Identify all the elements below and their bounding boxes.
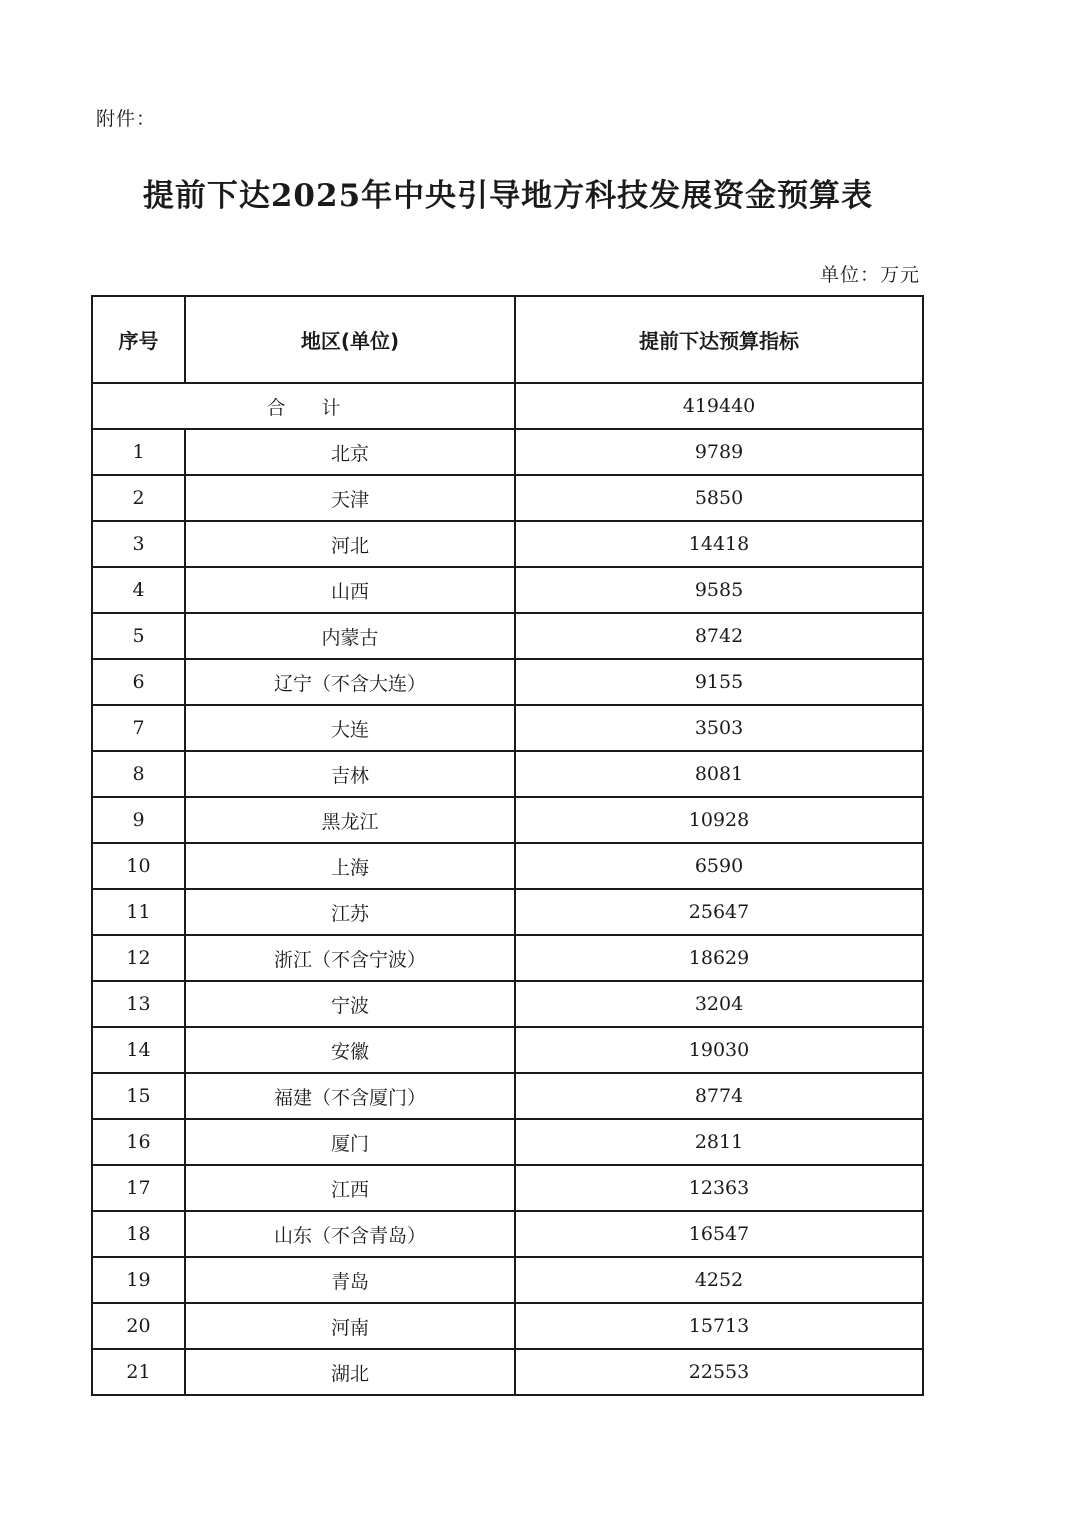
table-row [92,751,923,797]
header-no: 序号 [92,296,185,383]
table-row [92,1073,923,1119]
budget-table [91,295,924,1396]
cell-no: 5 [92,613,185,659]
cell-no: 13 [92,981,185,1027]
cell-region: 江苏 [185,889,515,935]
total-label-text: 合计 [266,396,377,419]
table-header-row [92,296,923,383]
cell-value: 8774 [515,1073,923,1119]
cell-region: 黑龙江 [185,797,515,843]
table-row [92,659,923,705]
cell-value: 8742 [515,613,923,659]
cell-region: 河南 [185,1303,515,1349]
cell-no: 18 [92,1211,185,1257]
cell-no: 1 [92,429,185,475]
cell-no: 7 [92,705,185,751]
total-value: 419440 [515,383,923,429]
table-row [92,1303,923,1349]
table-row [92,1165,923,1211]
table-row [92,613,923,659]
cell-value: 16547 [515,1211,923,1257]
header-value: 提前下达预算指标 [515,296,923,383]
cell-no: 2 [92,475,185,521]
cell-value: 9155 [515,659,923,705]
cell-value: 12363 [515,1165,923,1211]
cell-region: 浙江（不含宁波） [185,935,515,981]
cell-value: 5850 [515,475,923,521]
cell-no: 16 [92,1119,185,1165]
table-row [92,521,923,567]
cell-region: 山东（不含青岛） [185,1211,515,1257]
cell-no: 6 [92,659,185,705]
table-row [92,981,923,1027]
cell-region: 吉林 [185,751,515,797]
cell-no: 9 [92,797,185,843]
cell-region: 湖北 [185,1349,515,1395]
cell-value: 10928 [515,797,923,843]
table-row [92,843,923,889]
cell-value: 14418 [515,521,923,567]
cell-no: 4 [92,567,185,613]
cell-region: 福建（不含厦门） [185,1073,515,1119]
cell-no: 20 [92,1303,185,1349]
cell-no: 11 [92,889,185,935]
cell-value: 2811 [515,1119,923,1165]
cell-no: 19 [92,1257,185,1303]
cell-value: 4252 [515,1257,923,1303]
cell-no: 12 [92,935,185,981]
cell-value: 9585 [515,567,923,613]
cell-value: 3503 [515,705,923,751]
cell-region: 大连 [185,705,515,751]
cell-no: 21 [92,1349,185,1395]
table-row [92,1027,923,1073]
cell-value: 6590 [515,843,923,889]
cell-no: 14 [92,1027,185,1073]
cell-value: 18629 [515,935,923,981]
cell-region: 北京 [185,429,515,475]
table-row [92,1257,923,1303]
total-label [92,383,515,429]
table-row [92,797,923,843]
total-row [92,383,923,429]
cell-value: 9789 [515,429,923,475]
table-row [92,705,923,751]
cell-no: 8 [92,751,185,797]
header-region: 地区(单位) [185,296,515,383]
table-row [92,567,923,613]
cell-value: 15713 [515,1303,923,1349]
table-row [92,1349,923,1395]
unit-label: 单位：万元 [819,264,920,286]
cell-region: 内蒙古 [185,613,515,659]
attachment-label: 附件： [96,108,157,130]
table-row [92,889,923,935]
cell-value: 8081 [515,751,923,797]
table-row [92,1119,923,1165]
cell-region: 上海 [185,843,515,889]
cell-region: 江西 [185,1165,515,1211]
cell-value: 25647 [515,889,923,935]
cell-no: 10 [92,843,185,889]
cell-region: 天津 [185,475,515,521]
table-row [92,935,923,981]
table-row [92,429,923,475]
cell-region: 安徽 [185,1027,515,1073]
cell-region: 宁波 [185,981,515,1027]
cell-region: 厦门 [185,1119,515,1165]
cell-region: 山西 [185,567,515,613]
table-row [92,475,923,521]
cell-region: 青岛 [185,1257,515,1303]
cell-value: 3204 [515,981,923,1027]
cell-no: 15 [92,1073,185,1119]
cell-region: 辽宁（不含大连） [185,659,515,705]
cell-no: 3 [92,521,185,567]
cell-no: 17 [92,1165,185,1211]
table-row [92,1211,923,1257]
page-title: 提前下达2025年中央引导地方科技发展资金预算表 [142,178,874,214]
cell-region: 河北 [185,521,515,567]
cell-value: 22553 [515,1349,923,1395]
cell-value: 19030 [515,1027,923,1073]
